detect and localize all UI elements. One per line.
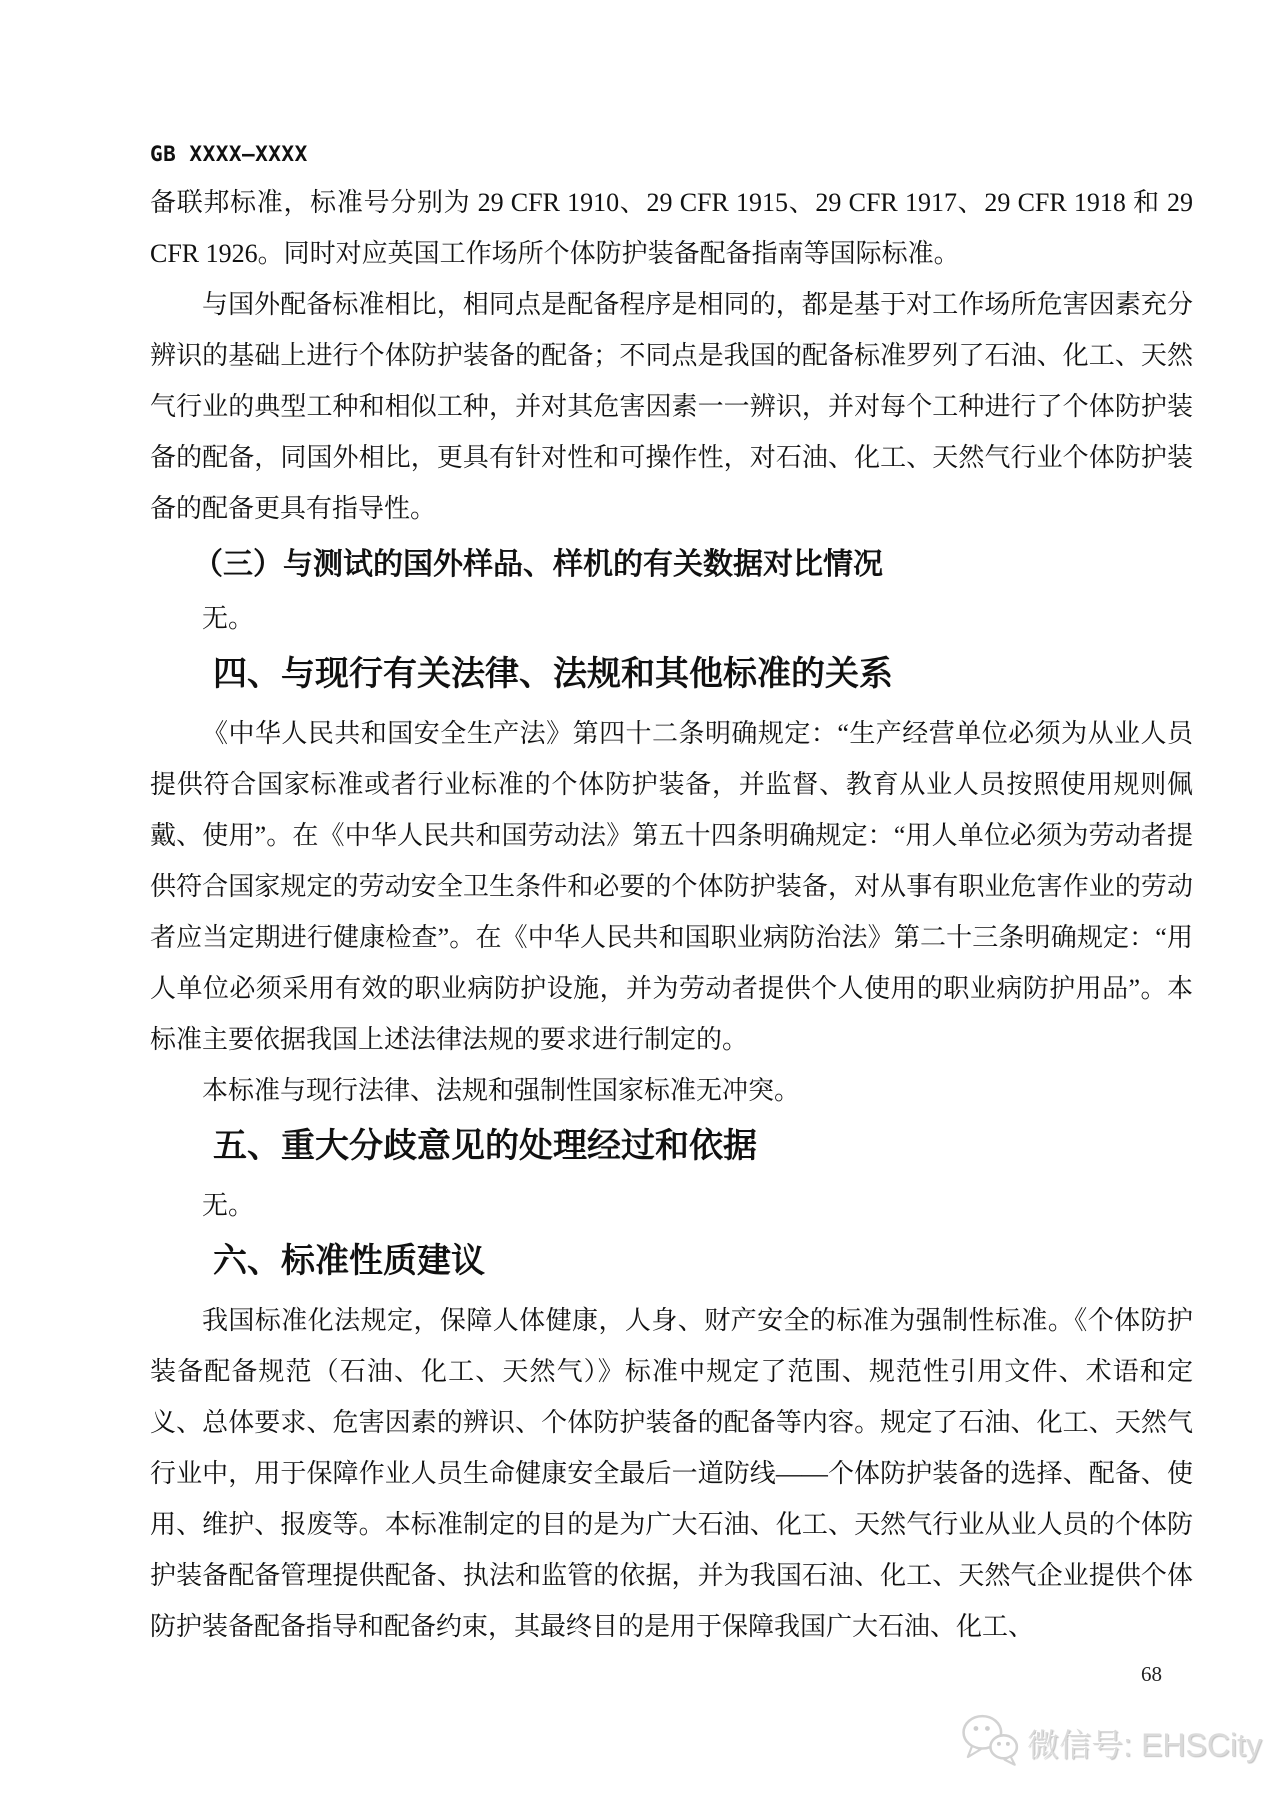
- standard-number-header: GB XXXX—XXXX: [150, 142, 308, 166]
- document-body: [150, 177, 1193, 1652]
- watermark-wechat-id: 微信号: EHSCity: [1027, 1726, 1262, 1763]
- heading-section-3-sample-data-comparison: （三）与测试的国外样品、样机的有关数据对比情况: [193, 548, 883, 581]
- page-number: 68: [1141, 1662, 1162, 1686]
- wechat-icon: [961, 1712, 1019, 1773]
- paragraph-none-1: 无。: [202, 604, 255, 633]
- paragraph-no-conflict: 本标准与现行法律、法规和强制性国家标准无冲突。: [202, 1076, 801, 1105]
- paragraph-comparison-with-foreign-standards: 与国外配备标准相比，相同点是配备程序是相同的，都是基于对工作场所危害因素充分辨识的基础上进行个体防护装备的配备；不同点是我国的配备标准罗列了石油、化工、天然气行业的典型工种和相似工种，并对其危害因素一一辨识，并对每个工种进行了个体防护装备的配备，同国外相比，更具有针对性和可操作性，对石油、化工、天然气行业个体防护装备的配备更具有指导性。: [150, 290, 1193, 523]
- heading-section-6-standard-nature-suggestion: 六、标准性质建议: [213, 1242, 485, 1280]
- heading-section-4-relation-to-laws: 四、与现行有关法律、法规和其他标准的关系: [213, 655, 893, 693]
- paragraph-laws-and-regulations: 《中华人民共和国安全生产法》第四十二条明确规定：“生产经营单位必须为从业人员提供符合国家标准或者行业标准的个体防护装备，并监督、教育从业人员按照使用规则佩戴、使用”。在《中华人民共和国劳动法》第五十四条明确规定：“用人单位必须为劳动者提供符合国家规定的劳动安全卫生条件和必要的个体防护装备，对从事有职业危害作业的劳动者应当定期进行健康检查”。在《中华人民共和国职业病防治法》第二十三条明确规定：“用人单位必须采用有效的职业病防护设施，并为劳动者提供个人使用的职业病防护用品”。本标准主要依据我国上述法律法规的要求进行制定的。: [150, 719, 1193, 1054]
- paragraph-none-2: 无。: [202, 1191, 255, 1220]
- paragraph-federal-standards: 备联邦标准，标准号分别为 29 CFR 1910、29 CFR 1915、29 CFR 1917、29 CFR 1918 和 29 CFR 1926。同时对应英国工作场所个体防护装备配备指南等国际标准。: [150, 188, 1193, 268]
- paragraph-standard-nature: 我国标准化法规定，保障人体健康，人身、财产安全的标准为强制性标准。《个体防护装备配备规范（石油、化工、天然气）》标准中规定了范围、规范性引用文件、术语和定义、总体要求、危害因素的辨识、个体防护装备的配备等内容。规定了石油、化工、天然气行业中，用于保障作业人员生命健康安全最后一道防线——个体防护装备的选择、配备、使用、维护、报废等。本标准制定的目的是为广大石油、化工、天然气行业从业人员的个体防护装备配备管理提供配备、执法和监管的依据，并为我国石油、化工、天然气企业提供个体防护装备配备指导和配备约束，其最终目的是用于保障我国广大石油、化工、: [150, 1306, 1193, 1641]
- watermark: [961, 1712, 1262, 1773]
- heading-section-5-major-disagreements: 五、重大分歧意见的处理经过和依据: [213, 1127, 757, 1165]
